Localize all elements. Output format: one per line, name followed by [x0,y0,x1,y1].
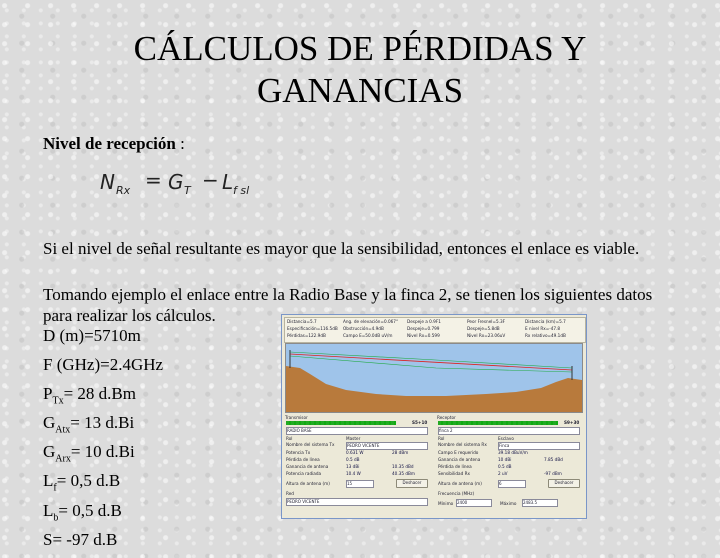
summary-cell: Pérdidas=122.9dB [287,333,326,338]
param-tx-antenna-gain: $G_{Atx}= 13$ d.Bi [43,413,135,436]
paragraph-example-line-2: para realizar los cálculos. [43,306,216,325]
tx-undo-button[interactable]: Deshacer [396,479,428,488]
summary-cell: Especificación=116.5dB [287,326,338,331]
summary-cell: Nivel Rx=0.599 [407,333,440,338]
net-label: Red [286,491,294,496]
net-select[interactable]: PEDRO VICENTE [286,498,428,506]
freq-label: Frecuencia (MHz) [438,491,475,496]
tx-site-select[interactable]: RADIO BASE [286,427,428,435]
param-distance: D (m)=5710m [43,326,141,345]
rx-height-input[interactable]: 6 [498,480,526,488]
summary-cell: Distancia=5.7 [287,319,317,324]
tx-system-select[interactable]: PEDRO VICENTE [346,442,428,450]
formula-equals: = [145,168,162,192]
formula-g-sub: T [184,184,191,197]
rx-undo-button[interactable]: Deshacer [548,479,580,488]
rx-role-label: Rol [438,436,445,441]
rx-title: Receptor [437,415,456,420]
tx-value: 0.631 W [346,450,364,455]
tx-value: 0.5 dB [346,457,360,462]
tx-row-label: Pérdida de línea [286,457,320,462]
tx-value: 40.35 dBm [392,471,415,476]
tx-title: Transmisor [285,415,308,420]
rx-value: 2 uV [498,471,508,476]
summary-cell: Peor Fresnel=5.3F [467,319,506,324]
paragraph-example-line-1: Tomando ejemplo el enlace entre la Radio Base y la finca 2, se tienen los siguientes datos [43,285,653,304]
rx-level-bar [438,421,558,425]
formula-l: L [222,170,234,194]
tx-value: 10.4 W [346,471,361,476]
tx-row-label: Ganancia de antena [286,464,329,469]
rx-site-select[interactable]: finca 2 [438,427,580,435]
freq-max-input[interactable]: 2483.5 [522,499,558,507]
param-branching-loss: $L_b= 0,5$ d.B [43,500,122,523]
rx-value: 7.85 dBd [544,457,563,462]
title-line-2: GANANCIAS [256,71,464,110]
tx-row-label: Nombre del sistema Tx [286,442,335,447]
rx-role-label-2: Esclavo [498,436,514,441]
reception-label: Nivel de recepción [43,134,176,153]
rx-row-label: Campo E requerido [438,450,479,455]
rx-row-label: Altura de antena (m) [438,481,482,486]
summary-cell: Distancia (km)=5.7 [525,319,566,324]
summary-cell: Nivel Rx=23.06uV [467,333,506,338]
tx-row-label: Potencia Tx [286,450,311,455]
tx-role-label: Rol [286,436,293,441]
transmitter-panel [284,415,432,515]
tx-value: 13 dBi [346,464,360,469]
freq-max-label: Máximo [500,501,517,506]
formula-n-sub: Rx [116,184,131,197]
param-feeder-loss: $L_f= 0,5$ d.B [43,471,121,494]
tx-row-label: Potencia radiada [286,471,322,476]
param-frequency: F (GHz)=2.4GHz [43,355,164,375]
slide-title [60,28,660,112]
summary-cell: Despeje a 0.9F1 [407,319,441,324]
formula-n: N [100,170,115,194]
freq-min-input[interactable]: 2400 [456,499,492,507]
rx-value: -97 dBm [544,471,562,476]
terrain-profile [285,343,583,413]
rx-row-label: Sensibilidad Rx [438,471,470,476]
rx-signal-level: S9+30 [564,420,580,425]
summary-cell: Campo E=50.0dB uV/m [343,333,393,338]
param-rx-antenna-gain: $G_{Arx}= 10$ d.Bi [43,442,135,465]
summary-cell: Obstrucción=4.9dB [343,326,384,331]
link-summary-header [284,317,586,343]
tx-value: 10.35 dBd [392,464,414,469]
summary-cell: Ang. de elevación=0.067° [343,319,399,324]
rx-row-label: Nombre del sistema Rx [438,442,487,447]
freq-min-label: Mínimo [438,501,454,506]
tx-level-bar [286,421,396,425]
receiver-panel [436,415,584,515]
title-line-1: CÁLCULOS DE PÉRDIDAS Y [133,29,587,68]
reception-heading [43,133,185,154]
paragraph-viability: Si el nivel de señal resultante es mayor que la sensibilidad, entonces el enlace es viable. [43,239,640,258]
tx-role-label-2: Master [346,436,361,441]
reception-colon: : [175,134,185,153]
reception-formula [100,168,260,198]
rx-value: 0.5 dB [498,464,512,469]
rx-value: 39.18 dBuV/m [498,450,528,455]
rx-system-select[interactable]: Finca [498,442,580,450]
parameter-list [43,325,163,558]
rx-row-label: Pérdida de línea [438,464,472,469]
summary-cell: Despeje=5.8dB [467,326,500,331]
summary-cell: Rx relativo=49.1dB [525,333,566,338]
tx-value: 28 dBm [392,450,409,455]
param-sensitivity: S= -97 d.B [43,529,118,549]
rx-row-label: Ganancia de antena [438,457,481,462]
tx-signal-level: S5+10 [412,420,428,425]
summary-cell: E nivel Rx=-47.8 [525,326,561,331]
tx-row-label: Altura de antena (m) [286,481,330,486]
formula-l-sub: f sl [233,184,250,197]
tx-height-input[interactable]: 15 [346,480,374,488]
radio-link-screenshot [281,314,587,519]
formula-minus: − [202,168,219,192]
summary-cell: Despeje=0.799 [407,326,440,331]
rx-value: 10 dBi [498,457,512,462]
formula-g: G [168,170,184,194]
param-tx-power: $P_{Tx}= 28$ d.Bm [43,384,136,407]
